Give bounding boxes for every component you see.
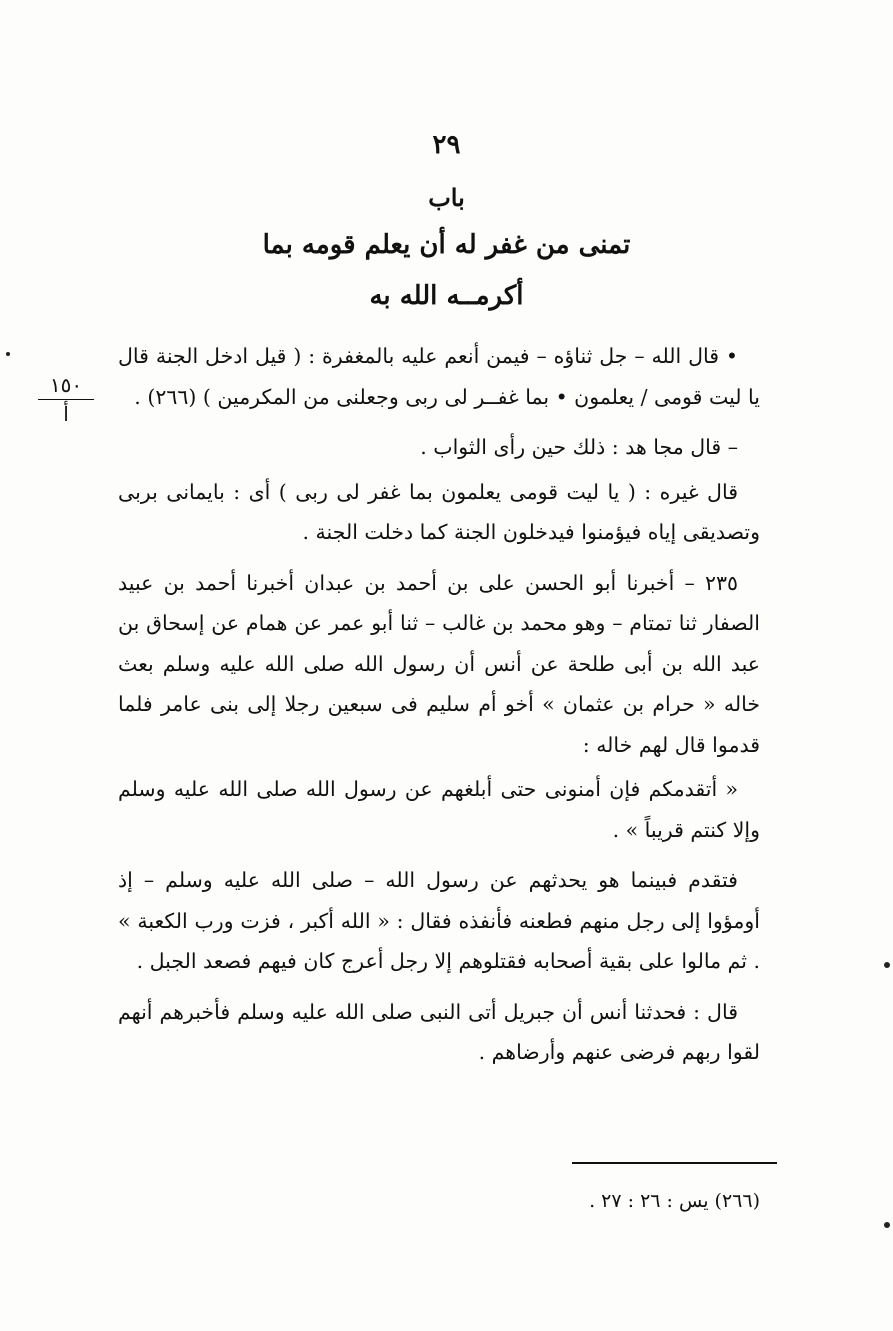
footnote-divider — [572, 1162, 777, 1164]
footnote: (٢٦٦) يس : ٢٦ : ٢٧ . — [589, 1190, 760, 1212]
chapter-number: ٢٩ — [432, 130, 461, 160]
paragraph-narrative: فتقدم فبينما هو يحدثهم عن رسول الله – صلى الله عليه وسلم – إذ أومؤوا إلى رجل منهم فطعنه فأنفذه فقال : « الله أكبر ، فزت ورب الكعبة » . ثم مالوا على بقية أصحابه فقتلوهم إلا رجل أعرج كان فيهم فصعد الجبل . — [118, 868, 760, 973]
section-label: باب — [428, 183, 465, 212]
paragraph-hadith-235: ٢٣٥ – أخبرنا أبو الحسن على بن أحمد بن عبدان أخبرنا أحمد بن عبيد الصفار ثنا تمتام – وهو محمد بن غالب – ثنا أبو عمر عن همام عن إسحاق بن عبد الله بن أبى طلحة عن أنس أن رسول الله صلى الله عليه وسلم بعث خاله « حرام بن عثمان » أخو أم سليم فى سبعين رجلا إلى بنى عامر فلما قدموا قال لهم خاله : — [118, 570, 760, 757]
folio-number: ١٥٠ — [38, 373, 94, 400]
paragraph-quran-quote: • قال الله – جل ثناؤه – فيمن أنعم عليه بالمغفرة : ( قيل ادخل الجنة قال يا ليت قومى / يعلمون • بما غفــر لى ربى وجعلنى من المكرمين ) (٢٦٦) . — [118, 344, 760, 409]
paragraph-other-commentary: قال غيره : ( يا ليت قومى يعلمون بما غفر لى ربى ) أى : بايمانى بربى وتصديقى إياه فيؤمنوا فيدخلون الجنة كما دخلت الجنة . — [118, 479, 760, 544]
scan-speck — [884, 962, 890, 968]
chapter-title-line-1: تمنى من غفر له أن يعلم قومه بما — [262, 230, 631, 260]
manuscript-folio-note — [38, 373, 94, 426]
paragraph-mujahid: – قال مجا هد : ذلك حين رأى الثواب . — [420, 435, 738, 459]
paragraph-quote-haram: « أتقدمكم فإن أمنونى حتى أبلغهم عن رسول الله صلى الله عليه وسلم وإلا كنتم قريباً » . — [118, 777, 760, 842]
paragraph-conclusion: قال : فحدثنا أنس أن جبريل أتى النبى صلى الله عليه وسلم فأخبرهم أنهم لقوا ربهم فرضى عنهم وأرضاهم . — [118, 999, 760, 1064]
scan-speck — [884, 1222, 890, 1228]
scan-speck — [6, 352, 10, 356]
chapter-title-line-2: أكرمــه الله به — [369, 281, 524, 311]
body-text — [118, 336, 760, 1083]
folio-side: أ — [63, 402, 69, 426]
